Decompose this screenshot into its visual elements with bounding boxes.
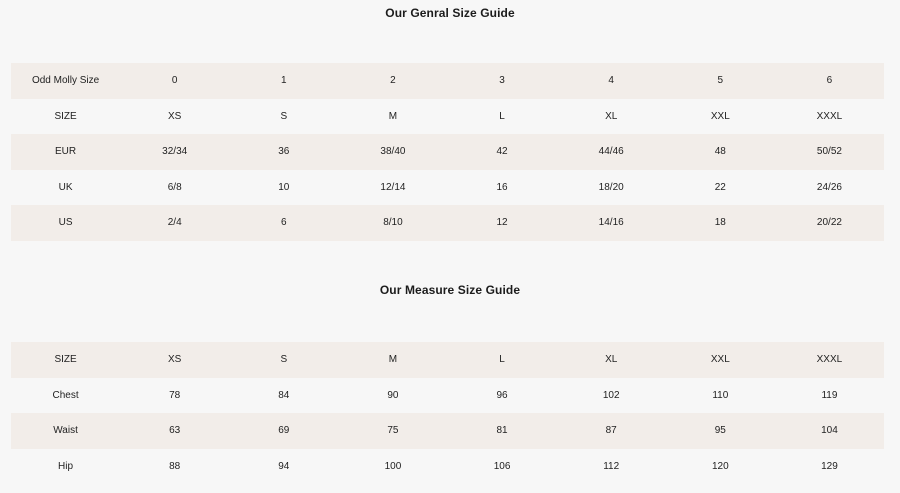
general-table-cell: L: [448, 99, 557, 135]
general-table-cell: XXXL: [775, 99, 884, 135]
measure-table-cell: XS: [120, 342, 229, 378]
general-table-cell: 42: [448, 134, 557, 170]
measure-table-cell: S: [229, 342, 338, 378]
general-table-cell: S: [229, 99, 338, 135]
measure-table-cell: 119: [775, 378, 884, 414]
measure-table-row-label: Hip: [11, 449, 120, 485]
measure-table-cell: 75: [338, 413, 447, 449]
measure-table-cell: 100: [338, 449, 447, 485]
measure-table-row-label: SIZE: [11, 342, 120, 378]
general-table-cell: 0: [120, 63, 229, 99]
general-table-cell: XS: [120, 99, 229, 135]
general-table-cell: 22: [666, 170, 775, 206]
measure-table-cell: 110: [666, 378, 775, 414]
general-table-row: [11, 134, 884, 170]
measure-table-row: [11, 378, 884, 414]
general-table-cell: 24/26: [775, 170, 884, 206]
general-table-cell: 2/4: [120, 205, 229, 241]
general-table-cell: 18: [666, 205, 775, 241]
general-table-cell: 3: [448, 63, 557, 99]
general-table-cell: 14/16: [557, 205, 666, 241]
general-table-row-label: Odd Molly Size: [11, 63, 120, 99]
measure-table-cell: 63: [120, 413, 229, 449]
measure-size-table: [11, 342, 884, 484]
general-table-cell: XXL: [666, 99, 775, 135]
general-table-row: [11, 99, 884, 135]
general-table-cell: 16: [448, 170, 557, 206]
general-table-cell: XL: [557, 99, 666, 135]
general-table-cell: M: [338, 99, 447, 135]
general-table-cell: 6: [229, 205, 338, 241]
measure-table-cell: XL: [557, 342, 666, 378]
measure-table-cell: 129: [775, 449, 884, 485]
general-table-cell: 38/40: [338, 134, 447, 170]
general-table-cell: 1: [229, 63, 338, 99]
measure-table-row: [11, 342, 884, 378]
measure-table-row: [11, 449, 884, 485]
measure-table-cell: 104: [775, 413, 884, 449]
measure-table-row-label: Chest: [11, 378, 120, 414]
measure-table-cell: XXXL: [775, 342, 884, 378]
measure-table-cell: 112: [557, 449, 666, 485]
general-table-cell: 36: [229, 134, 338, 170]
measure-size-guide-title: Our Measure Size Guide: [379, 283, 521, 297]
general-table-row: [11, 170, 884, 206]
general-table-cell: 10: [229, 170, 338, 206]
general-table-cell: 4: [557, 63, 666, 99]
general-table-cell: 5: [666, 63, 775, 99]
general-table-row-label: UK: [11, 170, 120, 206]
measure-table-cell: 120: [666, 449, 775, 485]
measure-table-cell: 81: [448, 413, 557, 449]
general-table-cell: 6: [775, 63, 884, 99]
general-table-cell: 44/46: [557, 134, 666, 170]
general-table-cell: 12: [448, 205, 557, 241]
general-table-cell: 6/8: [120, 170, 229, 206]
general-table-row-label: SIZE: [11, 99, 120, 135]
measure-table-cell: 90: [338, 378, 447, 414]
measure-table-cell: 95: [666, 413, 775, 449]
measure-table-cell: 102: [557, 378, 666, 414]
measure-table-cell: 88: [120, 449, 229, 485]
general-table-cell: 8/10: [338, 205, 447, 241]
measure-table-cell: XXL: [666, 342, 775, 378]
measure-table-cell: 87: [557, 413, 666, 449]
general-table-cell: 12/14: [338, 170, 447, 206]
measure-table-cell: 106: [448, 449, 557, 485]
measure-table-cell: M: [338, 342, 447, 378]
general-size-guide-title: Our Genral Size Guide: [385, 6, 515, 20]
measure-table-cell: 78: [120, 378, 229, 414]
measure-table-cell: 96: [448, 378, 557, 414]
measure-table-row-label: Waist: [11, 413, 120, 449]
general-size-table: [11, 63, 884, 241]
general-table-cell: 32/34: [120, 134, 229, 170]
general-table-cell: 2: [338, 63, 447, 99]
measure-table-cell: L: [448, 342, 557, 378]
general-table-row-label: US: [11, 205, 120, 241]
general-table-cell: 50/52: [775, 134, 884, 170]
general-table-row: [11, 205, 884, 241]
general-table-cell: 18/20: [557, 170, 666, 206]
measure-table-cell: 84: [229, 378, 338, 414]
general-table-cell: 20/22: [775, 205, 884, 241]
general-table-row-label: EUR: [11, 134, 120, 170]
measure-table-row: [11, 413, 884, 449]
measure-table-cell: 94: [229, 449, 338, 485]
measure-table-cell: 69: [229, 413, 338, 449]
general-table-cell: 48: [666, 134, 775, 170]
general-table-row: [11, 63, 884, 99]
